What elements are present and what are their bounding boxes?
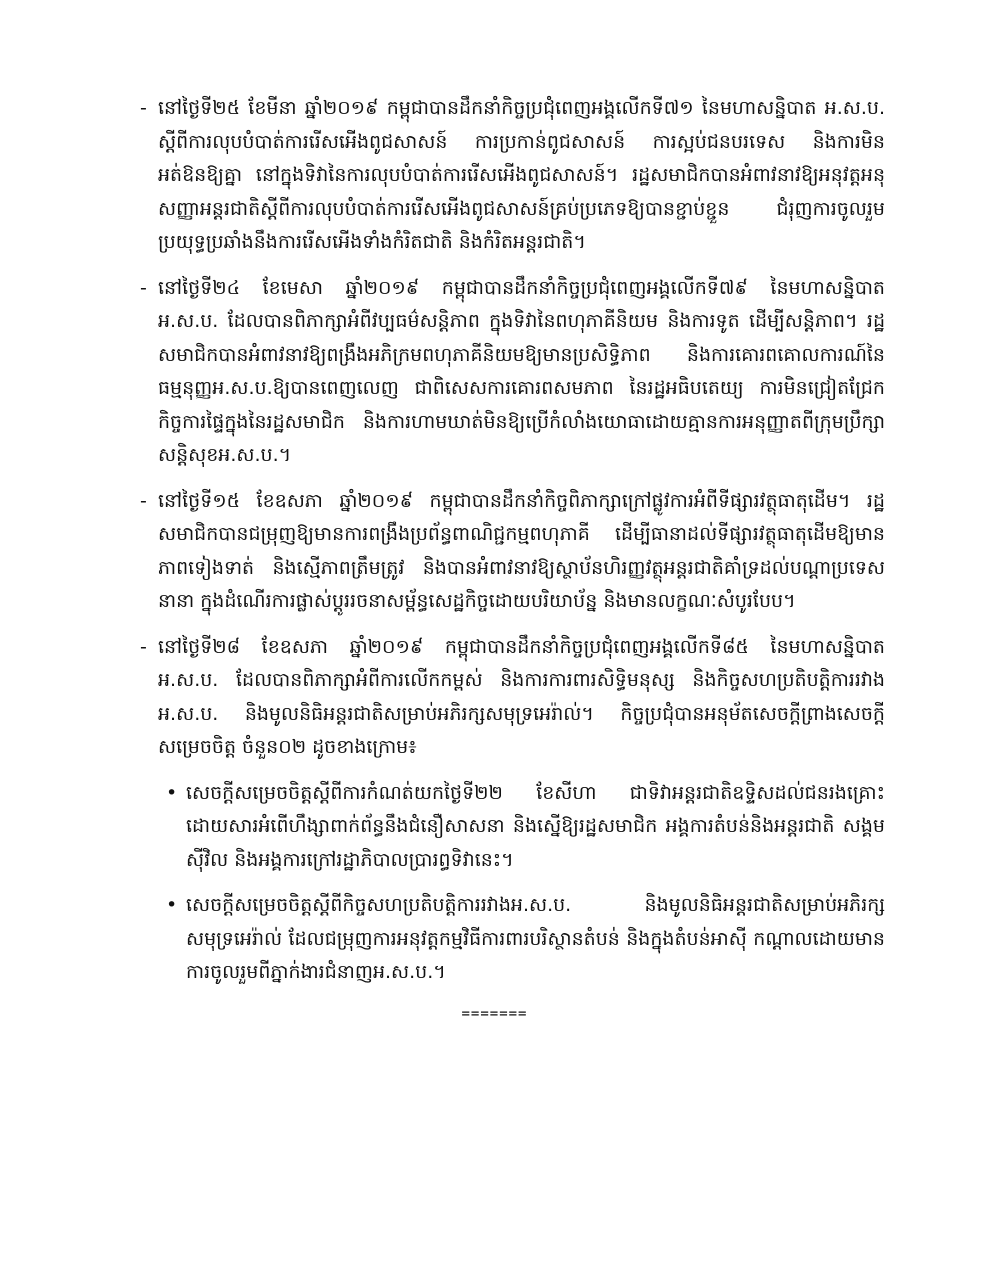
paragraph-item <box>140 92 885 260</box>
bullet-text: សេចក្តីសម្រេចចិត្តស្តីពីការកំណត់យកថ្ងៃទី២២ ខែសីហា ជាទិវាអន្តរជាតិឧទ្ទិសដល់ជនរងគ្រោះដោយសារអំពើហឹង្សាពាក់ព័ន្ធនឹងជំនឿសាសនា និងស្នើឱ្យរដ្ឋសមាជិក អង្គការតំបន់និងអន្តរជាតិ សង្គមស៊ីវិល និងអង្គការក្រៅរដ្ឋាភិបាលប្រារព្ធទិវានេះ។ <box>186 781 885 871</box>
dash-marker: - <box>140 97 147 119</box>
dash-marker: - <box>140 635 147 658</box>
dash-marker: - <box>140 489 147 512</box>
bullet-text: សេចក្តីសម្រេចចិត្តស្តីពីកិច្ចសហប្រតិបត្តិការរវាងអ.ស.ប. និងមូលនិធិអន្តរជាតិសម្រាប់អភិរក្សសមុទ្រអេរ៉ាល់ ដែលជម្រុញការអនុវត្តកម្មវិធីការពារបរិស្ថានតំបន់ និងក្នុងតំបន់អាស៊ី កណ្តាលដោយមានការចូលរួមពីភ្នាក់ងារជំនាញអ.ស.ប.។ <box>186 894 885 983</box>
bullet-list <box>166 777 885 990</box>
bullet-item <box>166 777 885 878</box>
document-body <box>140 92 885 1002</box>
paragraph-item <box>140 485 885 619</box>
dash-marker: - <box>140 276 147 299</box>
paragraph-text: នៅថ្ងៃទី២៥ ខែមីនា ឆ្នាំ២០១៩ កម្ពុជាបានដឹកនាំកិច្ចប្រជុំពេញអង្គលើកទី៧១ នៃមហាសន្និបាត អ.ស.ប. ស្តីពីការលុបបំបាត់ការរើសអើងពូជសាសន៍ ការប្រកាន់ពូជសាសន៍ ការស្អប់ជនបរទេស និងការមិនអត់ឱនឱ្យគ្នា នៅក្នុងទិវានៃការលុបបំបាត់ការរើសអើងពូជសាសន៍។ រដ្ឋសមាជិកបានអំពាវនាវឱ្យអនុវត្តអនុសញ្ញាអន្តរជាតិស្តីពីការលុបបំបាត់ការរើសអើងពូជសាសន៍គ្រប់ប្រភេទឱ្យបានខ្ជាប់ខ្ជួន ជំរុញការចូលរួមប្រយុទ្ធប្រឆាំងនឹងការរើសអើងទាំងកំរិតជាតិ និងកំរិតអន្តរជាតិ។ <box>158 97 885 253</box>
end-separator: ======= <box>461 1006 528 1022</box>
bullet-item <box>166 889 885 990</box>
paragraph-text: នៅថ្ងៃទី១៥ ខែឧសភា ឆ្នាំ២០១៩ កម្ពុជាបានដឹកនាំកិច្ចពិភាក្សាក្រៅផ្លូវការអំពីទីផ្សារវត្ថុធាតុដើម។ រដ្ឋសមាជិកបានជម្រុញឱ្យមានការពង្រឹងប្រព័ន្ធពាណិជ្ជកម្មពហុភាគី ដើម្បីធានាដល់ទីផ្សារវត្ថុធាតុដើមឱ្យមានភាពទៀងទាត់ និងស្មើភាពត្រឹមត្រូវ និងបានអំពាវនាវឱ្យស្ថាប័នហិរញ្ញវត្ថុអន្តរជាតិគាំទ្រដល់បណ្តាប្រទេសនានា ក្នុងដំណើរការផ្លាស់ប្តូររចនាសម្ព័ន្ធសេដ្ឋកិច្ចដោយបរិយាប័ន្ន និងមានលក្ខណៈសំបូរបែប។ <box>158 489 885 612</box>
bullet-icon: • <box>166 894 178 916</box>
paragraph-text: នៅថ្ងៃទី២៤ ខែមេសា ឆ្នាំ២០១៩ កម្ពុជាបានដឹកនាំកិច្ចប្រជុំពេញអង្គលើកទី៧៩ នៃមហាសន្និបាត អ.ស.ប. ដែលបានពិភាក្សាអំពីវប្បធម៌សន្តិភាព ក្នុងទិវានៃពហុភាគីនិយម និងការទូត ដើម្បីសន្តិភាព។ រដ្ឋសមាជិកបានអំពាវនាវឱ្យពង្រឹងអភិក្រមពហុភាគីនិយមឱ្យមានប្រសិទ្ធិភាព និងការគោរពគោលការណ៍នៃធម្មនុញ្ញអ.ស.ប.ឱ្យបានពេញលេញ ជាពិសេសការគោរពសមភាព នៃរដ្ឋអធិបតេយ្យ ការមិនជ្រៀតជ្រែកកិច្ចការផ្ទៃក្នុងនៃរដ្ឋសមាជិក និងការហាមឃាត់មិនឱ្យប្រើកំលាំងយោធាដោយគ្មានការអនុញ្ញាតពីក្រុមប្រឹក្សាសន្តិសុខអ.ស.ប.។ <box>158 276 885 466</box>
paragraph-item <box>140 272 885 473</box>
paragraph-text: នៅថ្ងៃទី២៨ ខែឧសភា ឆ្នាំ២០១៩ កម្ពុជាបានដឹកនាំកិច្ចប្រជុំពេញអង្គលើកទី៨៥ នៃមហាសន្និបាត អ.ស.ប. ដែលបានពិភាក្សាអំពីការលើកកម្ពស់ និងការការពារសិទ្ធិមនុស្ស និងកិច្ចសហប្រតិបត្តិការរវាង អ.ស.ប. និងមូលនិធិអន្តរជាតិសម្រាប់អភិរក្សសមុទ្រអេរ៉ាល់។ កិច្ចប្រជុំបានអនុម័តសេចក្តីព្រាងសេចក្តីសម្រេចចិត្ត ចំនួន០២ ដូចខាងក្រោម៖ <box>158 635 885 758</box>
paragraph-item <box>140 631 885 765</box>
bullet-icon: • <box>166 781 178 804</box>
